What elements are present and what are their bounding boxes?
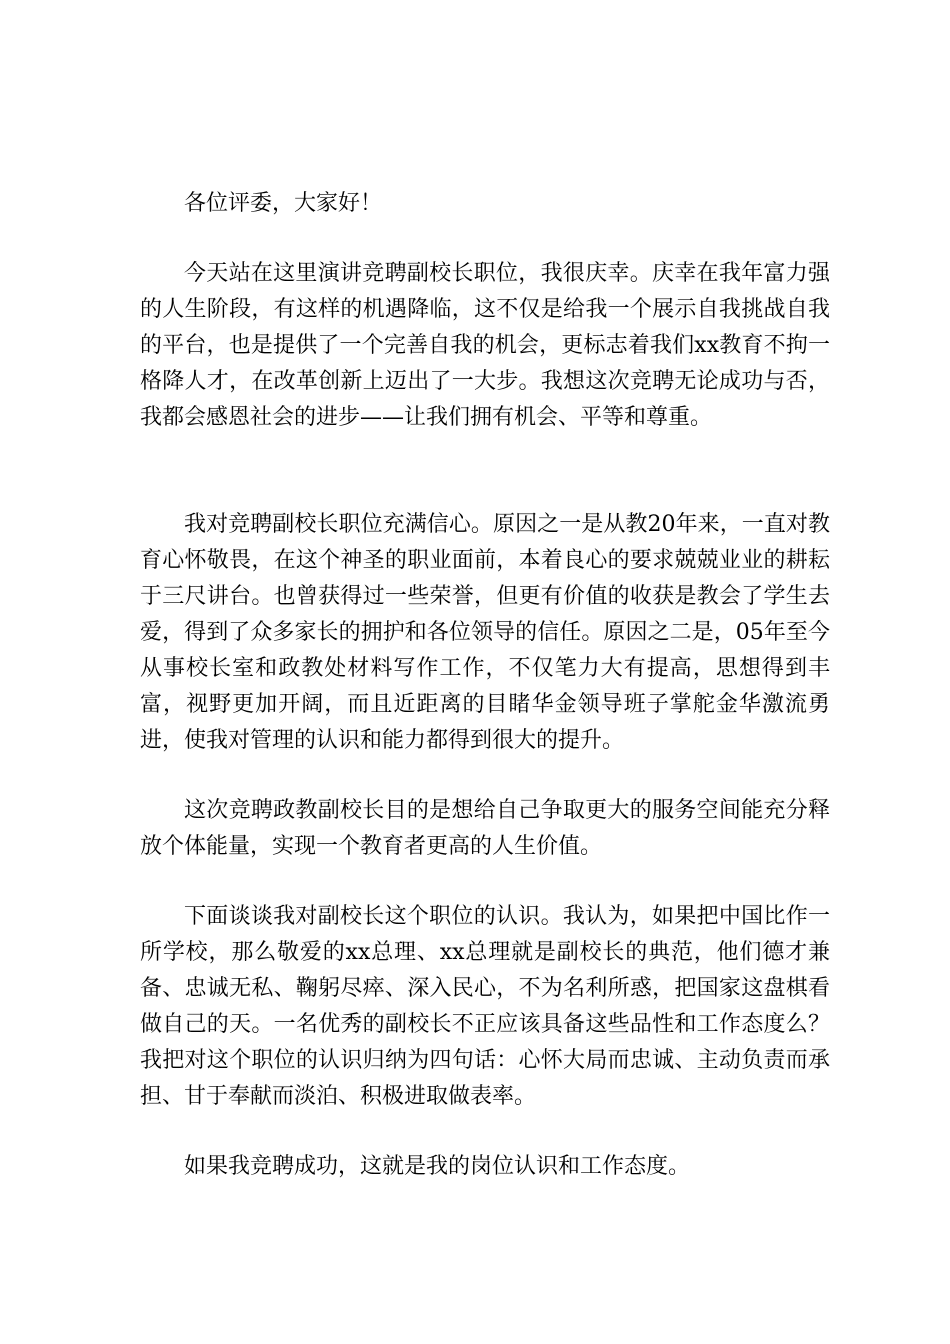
paragraph-spacer	[140, 222, 830, 256]
role-understanding-paragraph: 下面谈谈我对副校长这个职位的认识。我认为，如果把中国比作一所学校，那么敬爱的xx总理、xx总理就是副校长的典范，他们德才兼备、忠诚无私、鞠躬尽瘁、深入民心，不为名利所惑，把国家这盘棋看做自己的天。一名优秀的副校长不正应该具备这些品性和工作态度么？我把对这个职位的认识归纳为四句话：心怀大局而忠诚、主动负责而承担、甘于奉献而淡泊、积极进取做表率。	[140, 904, 830, 1109]
opening-paragraph: 今天站在这里演讲竞聘副校长职位，我很庆幸。庆幸在我年富力强的人生阶段，有这样的机遇降临，这不仅是给我一个展示自我挑战自我的平台，也是提供了一个完善自我的机会，更标志着我们xx教育不拘一格降人才，在改革创新上迈出了一大步。我想这次竞聘无论成功与否，我都会感恩社会的进步——让我们拥有机会、平等和尊重。	[140, 261, 830, 430]
paragraph-spacer	[140, 436, 830, 507]
paragraph-spacer	[140, 865, 830, 899]
paragraph-spacer	[140, 1115, 830, 1149]
document-body	[140, 186, 830, 1185]
greeting-paragraph: 各位评委，大家好！	[184, 191, 383, 216]
purpose-paragraph: 这次竞聘政教副校长目的是想给自己争取更大的服务空间能充分释放个体能量，实现一个教育者更高的人生价值。	[140, 798, 830, 859]
closing-paragraph: 如果我竞聘成功，这就是我的岗位认识和工作态度。	[184, 1154, 691, 1179]
confidence-paragraph: 我对竞聘副校长职位充满信心。原因之一是从教20年来，一直对教育心怀敬畏，在这个神圣的职业面前，本着良心的要求兢兢业业的耕耘于三尺讲台。也曾获得过一些荣誉，但更有价值的收获是教会了学生去爱，得到了众多家长的拥护和各位领导的信任。原因之二是，05年至今从事校长室和政教处材料写作工作，不仅笔力大有提高，思想得到丰富，视野更加开阔，而且近距离的目睹华金领导班子掌舵金华激流勇进，使我对管理的认识和能力都得到很大的提升。	[140, 512, 830, 753]
paragraph-spacer	[140, 759, 830, 793]
